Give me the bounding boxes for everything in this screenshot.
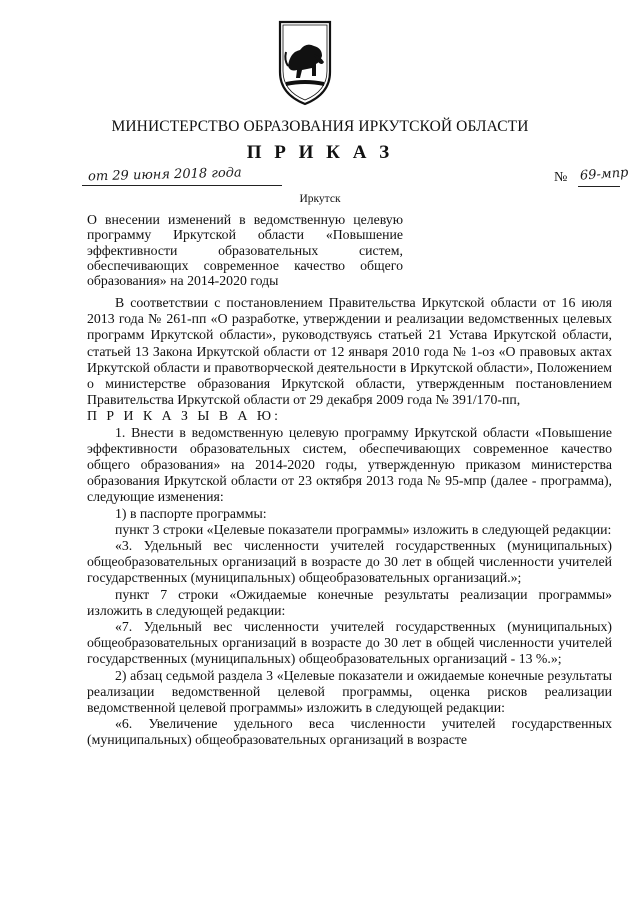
paragraph-1: 1. Внести в ведомственную целевую программу Иркутской области «Повышение эффективности образовательных систем, обеспечивающих современное качество общего образования» на 2014-2020 годы, утвержденную приказом министерства образования Иркутской области от 23 октября 2013 года № 95-мпр (далее - программа), следующие изменения: [87, 424, 612, 505]
paragraph-6: «7. Удельный вес численности учителей государственных (муниципальных) общеобразовательных организаций в возрасте до 30 лет в общей численности учителей государственных (муниципальных) общеобразовательных организаций - 13 %.»; [87, 619, 612, 667]
coat-of-arms-emblem [270, 16, 340, 108]
paragraph-7: 2) абзац седьмой раздела 3 «Целевые показатели и ожидаемые конечные результаты реализации ведомственной целевой программы, оценка рисков реализации ведомственной целевой программы» изложить в следующей редакции: [87, 667, 612, 716]
paragraph-4: «3. Удельный вес численности учителей государственных (муниципальных) общеобразовательных организаций в возрасте до 30 лет в общей численности учителей государственных (муниципальных) общеобразовательных организаций.»; [87, 538, 612, 586]
paragraph-5: пункт 7 строки «Ожидаемые конечные результаты реализации программы» изложить в следующей редакции: [87, 586, 612, 618]
preamble-paragraph: В соответствии с постановлением Правительства Иркутской области от 16 июля 2013 года № 261-пп «О разработке, утверждении и реализации ведомственных целевых программ Иркутской области», руководствуясь статьей 21 Устава Иркутской области, статьей 13 Закона Иркутской области от 12 января 2010 года № 1-оз «О правовых актах Иркутской области и правотворческой деятельности в Иркутской области», Положением о министерстве образования Иркутской области, утвержденным постановлением Правительства Иркутской области от 29 декабря 2009 года № 391/170-пп, [87, 295, 612, 408]
city-name: Иркутск [299, 193, 341, 205]
paragraph-3: пункт 3 строки «Целевые показатели программы» изложить в следующей редакции: [115, 521, 612, 537]
ministry-name: МИНИСТЕРСТВО ОБРАЗОВАНИЯ ИРКУТСКОЙ ОБЛАСТИ [111, 118, 529, 135]
order-subject: О внесении изменений в ведомственную целевую программу Иркутской области «Повышение эффективности образовательных систем, обеспечивающих современное качество общего образования» на 2014-2020 годы [87, 212, 403, 289]
order-number-handwritten: 69-мпр [579, 165, 629, 184]
paragraph-2: 1) в паспорте программы: [115, 505, 267, 521]
order-number-prefix: № [554, 170, 568, 185]
document-title: П Р И К А З [246, 142, 394, 163]
order-body [87, 295, 612, 749]
order-date-handwritten: от 29 июня 2018 года [87, 165, 242, 185]
prikazyvayu-heading: П Р И К А З Ы В А Ю: [87, 408, 281, 424]
paragraph-8: «6. Увеличение удельного веса численности учителей государственных (муниципальных) общеобразовательных организаций в возрасте [87, 716, 612, 748]
number-underline [578, 186, 620, 187]
date-underline [82, 185, 282, 186]
